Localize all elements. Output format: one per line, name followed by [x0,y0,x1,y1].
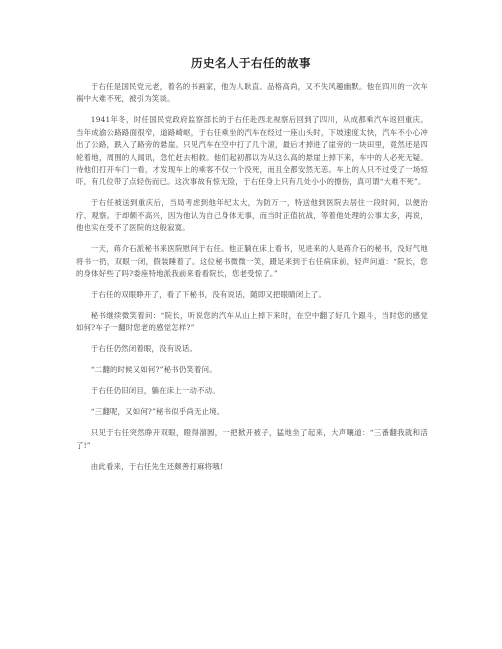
document-title: 历史名人于右任的故事 [191,56,311,70]
paragraph: 于右任仍然闭着眼，没有说话。 [90,344,198,354]
paragraph: 于右任是国民党元老，着名的书画家，他为人耿直、品格高尚，又不失风趣幽默。他在四川的一次车祸中大难不死，被引为笑谈。 [76,82,428,104]
paragraph: 由此看来，于右任先生还颇善打麻将哦! [90,461,224,471]
paragraph: “二翻的时候又如何?”秘书仍笑着问。 [90,365,217,375]
document-body [76,81,428,482]
paragraph: 一天，蒋介石派秘书来医院慰问于右任。他正躺在床上看书，见进来的人是蒋介石的秘书，没好气地将书一扔，双眼一闭，假装睡着了。这位秘书微微一笑，蹑足来到于右任病床前，轻声问道：“院长，您的身体好些了吗?委座特地派我前来看看院长，您老受惊了。” [76,244,428,279]
paragraph: 1941年冬，时任国民党政府监察部长的于右任赴西北视察后回到了四川，从成都乘汽车返回重庆。当年成渝公路路面很窄，道路崎岖，于右任乘坐的汽车在经过一座山头时，下坡速度太快，汽车不小心冲出了公路，跌入了路旁的悬崖。只见汽车在空中打了几个滚，最后才掉进了崖旁的一块田里，竟然还是四轮着地，周围的人闻讯，急忙赶去相救。他们起初都以为从这么高的悬崖上掉下来，车中的人必死无疑。待他们打开车门一看，才发现车上的乘客不仅一个没死，而且全都安然无恙。车上的人只不过受了一场惊吓，有几位带了点轻伤而已。这次事故有惊无险，于右任身上只有几处小小的擦伤，真可谓“大难不死”。 [76,115,428,187]
paragraph: 于右任被送到重庆后，当局考虑到他年纪太大，为防万一，特送他到医院去居住一段时间，以便治疗、观察。于却颇不高兴，因为他认为自己身体无事，而当时正值抗战，等着他处理的公事太多，再说，他也实在受不了医院的这般寂寞。 [76,198,428,233]
paragraph: “三翻呢，又如何?”秘书似乎尚无止境。 [90,407,225,417]
paragraph: 于右任的双眼睁开了，看了下秘书，没有说话，随即又把眼睛闭上了。 [90,290,327,300]
paragraph: 只见于右任突然睁开双眼，瞪得溜圆，一把掀开被子，猛地坐了起来，大声嚷道：“三番翻我就和活了!” [76,428,428,450]
paragraph: 于右任仍旧闭目，躺在床上一动不动。 [90,386,220,396]
paragraph: 秘书继续微笑着问：“院长，听说您的汽车从山上掉下来时，在空中翻了好几个跟斗，当时您的感觉如何?车子一翻时您老的感觉怎样?” [76,311,428,333]
